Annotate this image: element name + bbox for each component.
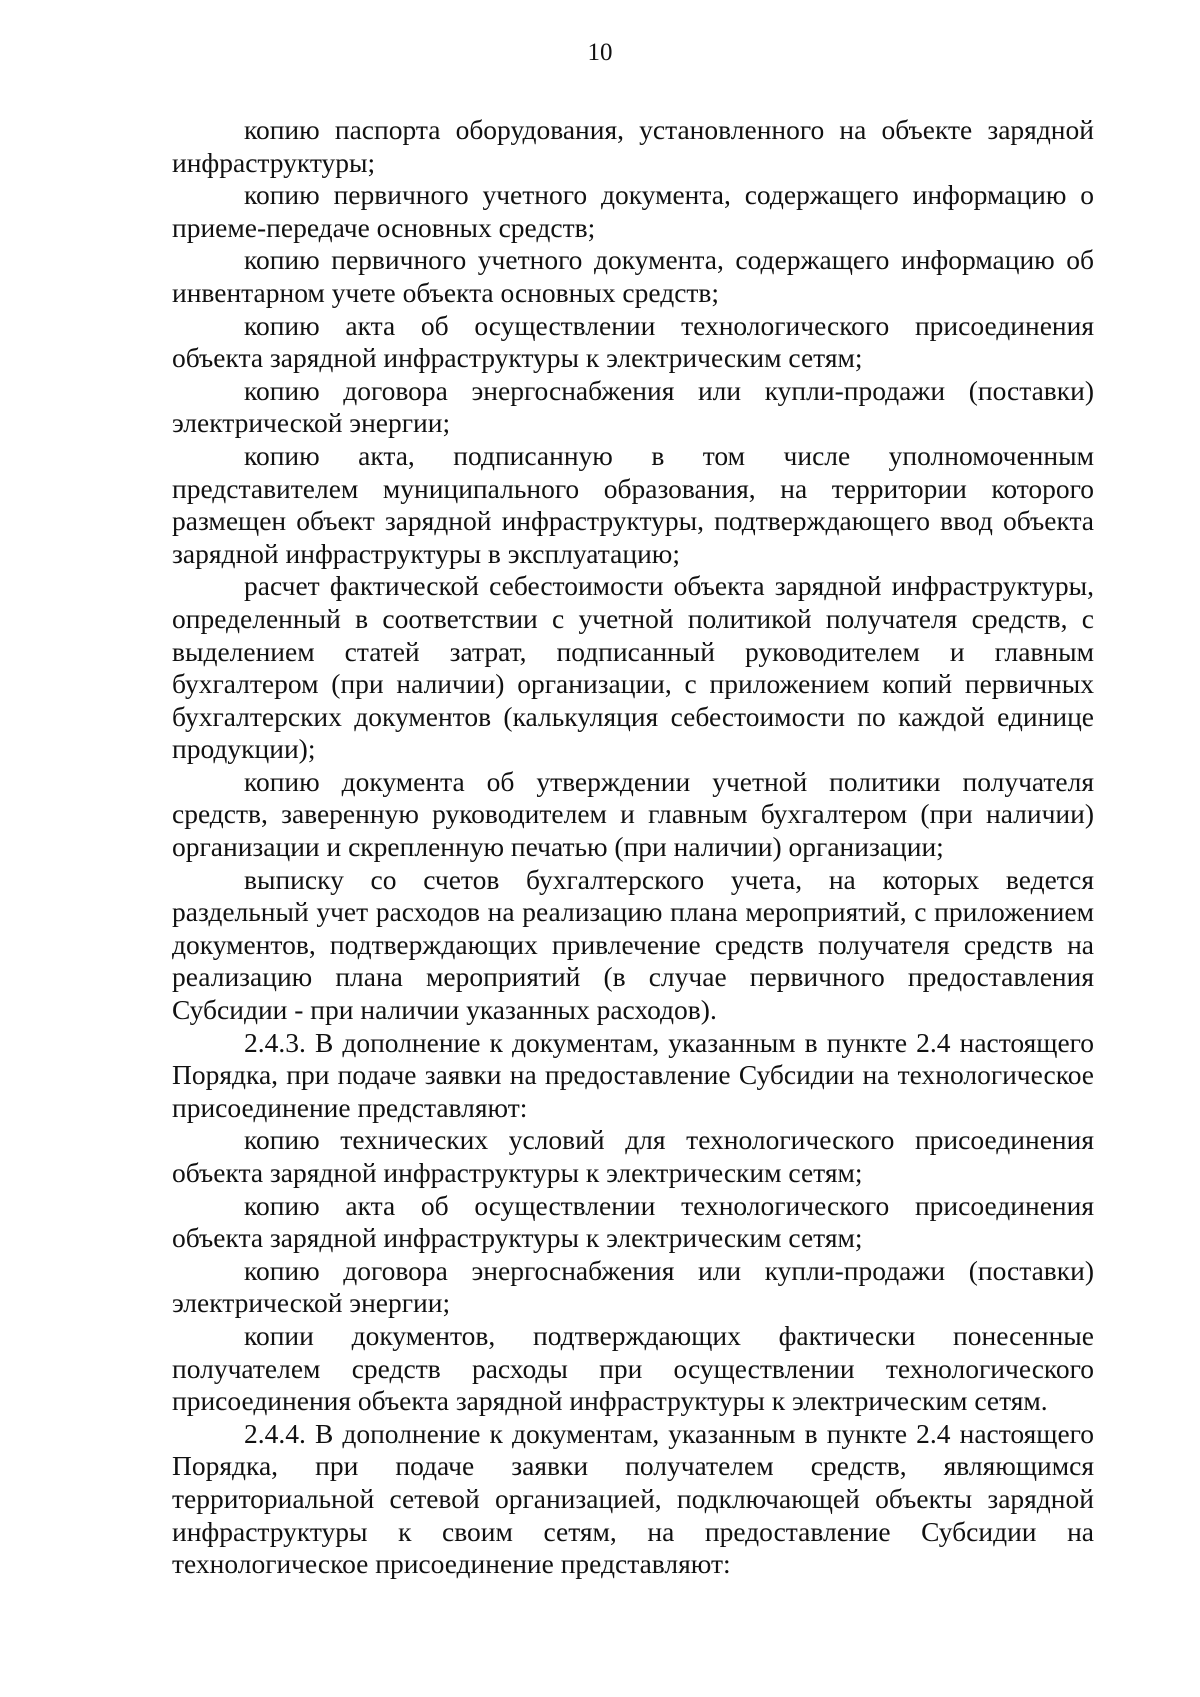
paragraph-technical-conditions: копию технических условий для технологического присоединения объекта зарядной инфраструктуры к электрическим сетям; bbox=[172, 1124, 1094, 1188]
paragraph-connection-act-2: копию акта об осуществлении технологического присоединения объекта зарядной инфраструктуры к электрическим сетям; bbox=[172, 1189, 1094, 1254]
paragraph-clause-2-4-3: 2.4.3. В дополнение к документам, указанным в пункте 2.4 настоящего Порядка, при подаче заявки на предоставление Субсидии на технологическое присоединение представляют: bbox=[172, 1026, 1094, 1123]
paragraph-inventory-record: копию первичного учетного документа, содержащего информацию об инвентарном учете объекта основных средств; bbox=[172, 244, 1094, 308]
paragraph-clause-2-4-4: 2.4.4. В дополнение к документам, указанным в пункте 2.4 настоящего Порядка, при подаче заявки получателем средств, являющимся территориальной сетевой организацией, подключающей объекты зарядной инфраструктуры к своим сетям, на предоставление Субсидии на технологическое присоединение представляют: bbox=[172, 1417, 1094, 1580]
paragraph-connection-act: копию акта об осуществлении технологического присоединения объекта зарядной инфраструктуры к электрическим сетям; bbox=[172, 309, 1094, 374]
paragraph-equipment-passport: копию паспорта оборудования, установленного на объекте зарядной инфраструктуры; bbox=[172, 114, 1094, 178]
paragraph-cost-calculation: расчет фактической себестоимости объекта зарядной инфраструктуры, определенный в соответствии с учетной политикой получателя средств, с выделением статей затрат, подписанный руководителем и главным бухгалтером (при наличии) организации, с приложением копий первичных бухгалтерских документов (калькуляция себестоимости по каждой единице продукции); bbox=[172, 570, 1094, 765]
paragraph-commissioning-act: копию акта, подписанную в том числе уполномоченным представителем муниципального образования, на территории которого размещен объект зарядной инфраструктуры, подтверждающего ввод объекта зарядной инфраструктуры в эксплуатацию; bbox=[172, 439, 1094, 569]
paragraph-acceptance-transfer: копию первичного учетного документа, содержащего информацию о приеме-передаче основных средств; bbox=[172, 179, 1094, 243]
paragraph-accounting-policy: копию документа об утверждении учетной политики получателя средств, заверенную руководителем и главным бухгалтером (при наличии) организации и скрепленную печатью (при наличии) организации; bbox=[172, 765, 1094, 863]
paragraph-expense-documents: копии документов, подтверждающих фактически понесенные получателем средств расходы при осуществлении технологического присоединения объекта зарядной инфраструктуры к электрическим сетям. bbox=[172, 1319, 1094, 1417]
paragraph-energy-contract-2: копию договора энергоснабжения или купли-продажи (поставки) электрической энергии; bbox=[172, 1254, 1094, 1319]
document-body bbox=[172, 114, 1094, 1581]
paragraph-account-statement: выписку со счетов бухгалтерского учета, на которых ведется раздельный учет расходов на реализацию плана мероприятий, с приложением документов, подтверждающих привлечение средств получателя средств на реализацию плана мероприятий (в случае первичного предоставления Субсидии - при наличии указанных расходов). bbox=[172, 863, 1094, 1026]
paragraph-energy-contract: копию договора энергоснабжения или купли-продажи (поставки) электрической энергии; bbox=[172, 374, 1094, 439]
page-number: 10 bbox=[587, 39, 613, 66]
